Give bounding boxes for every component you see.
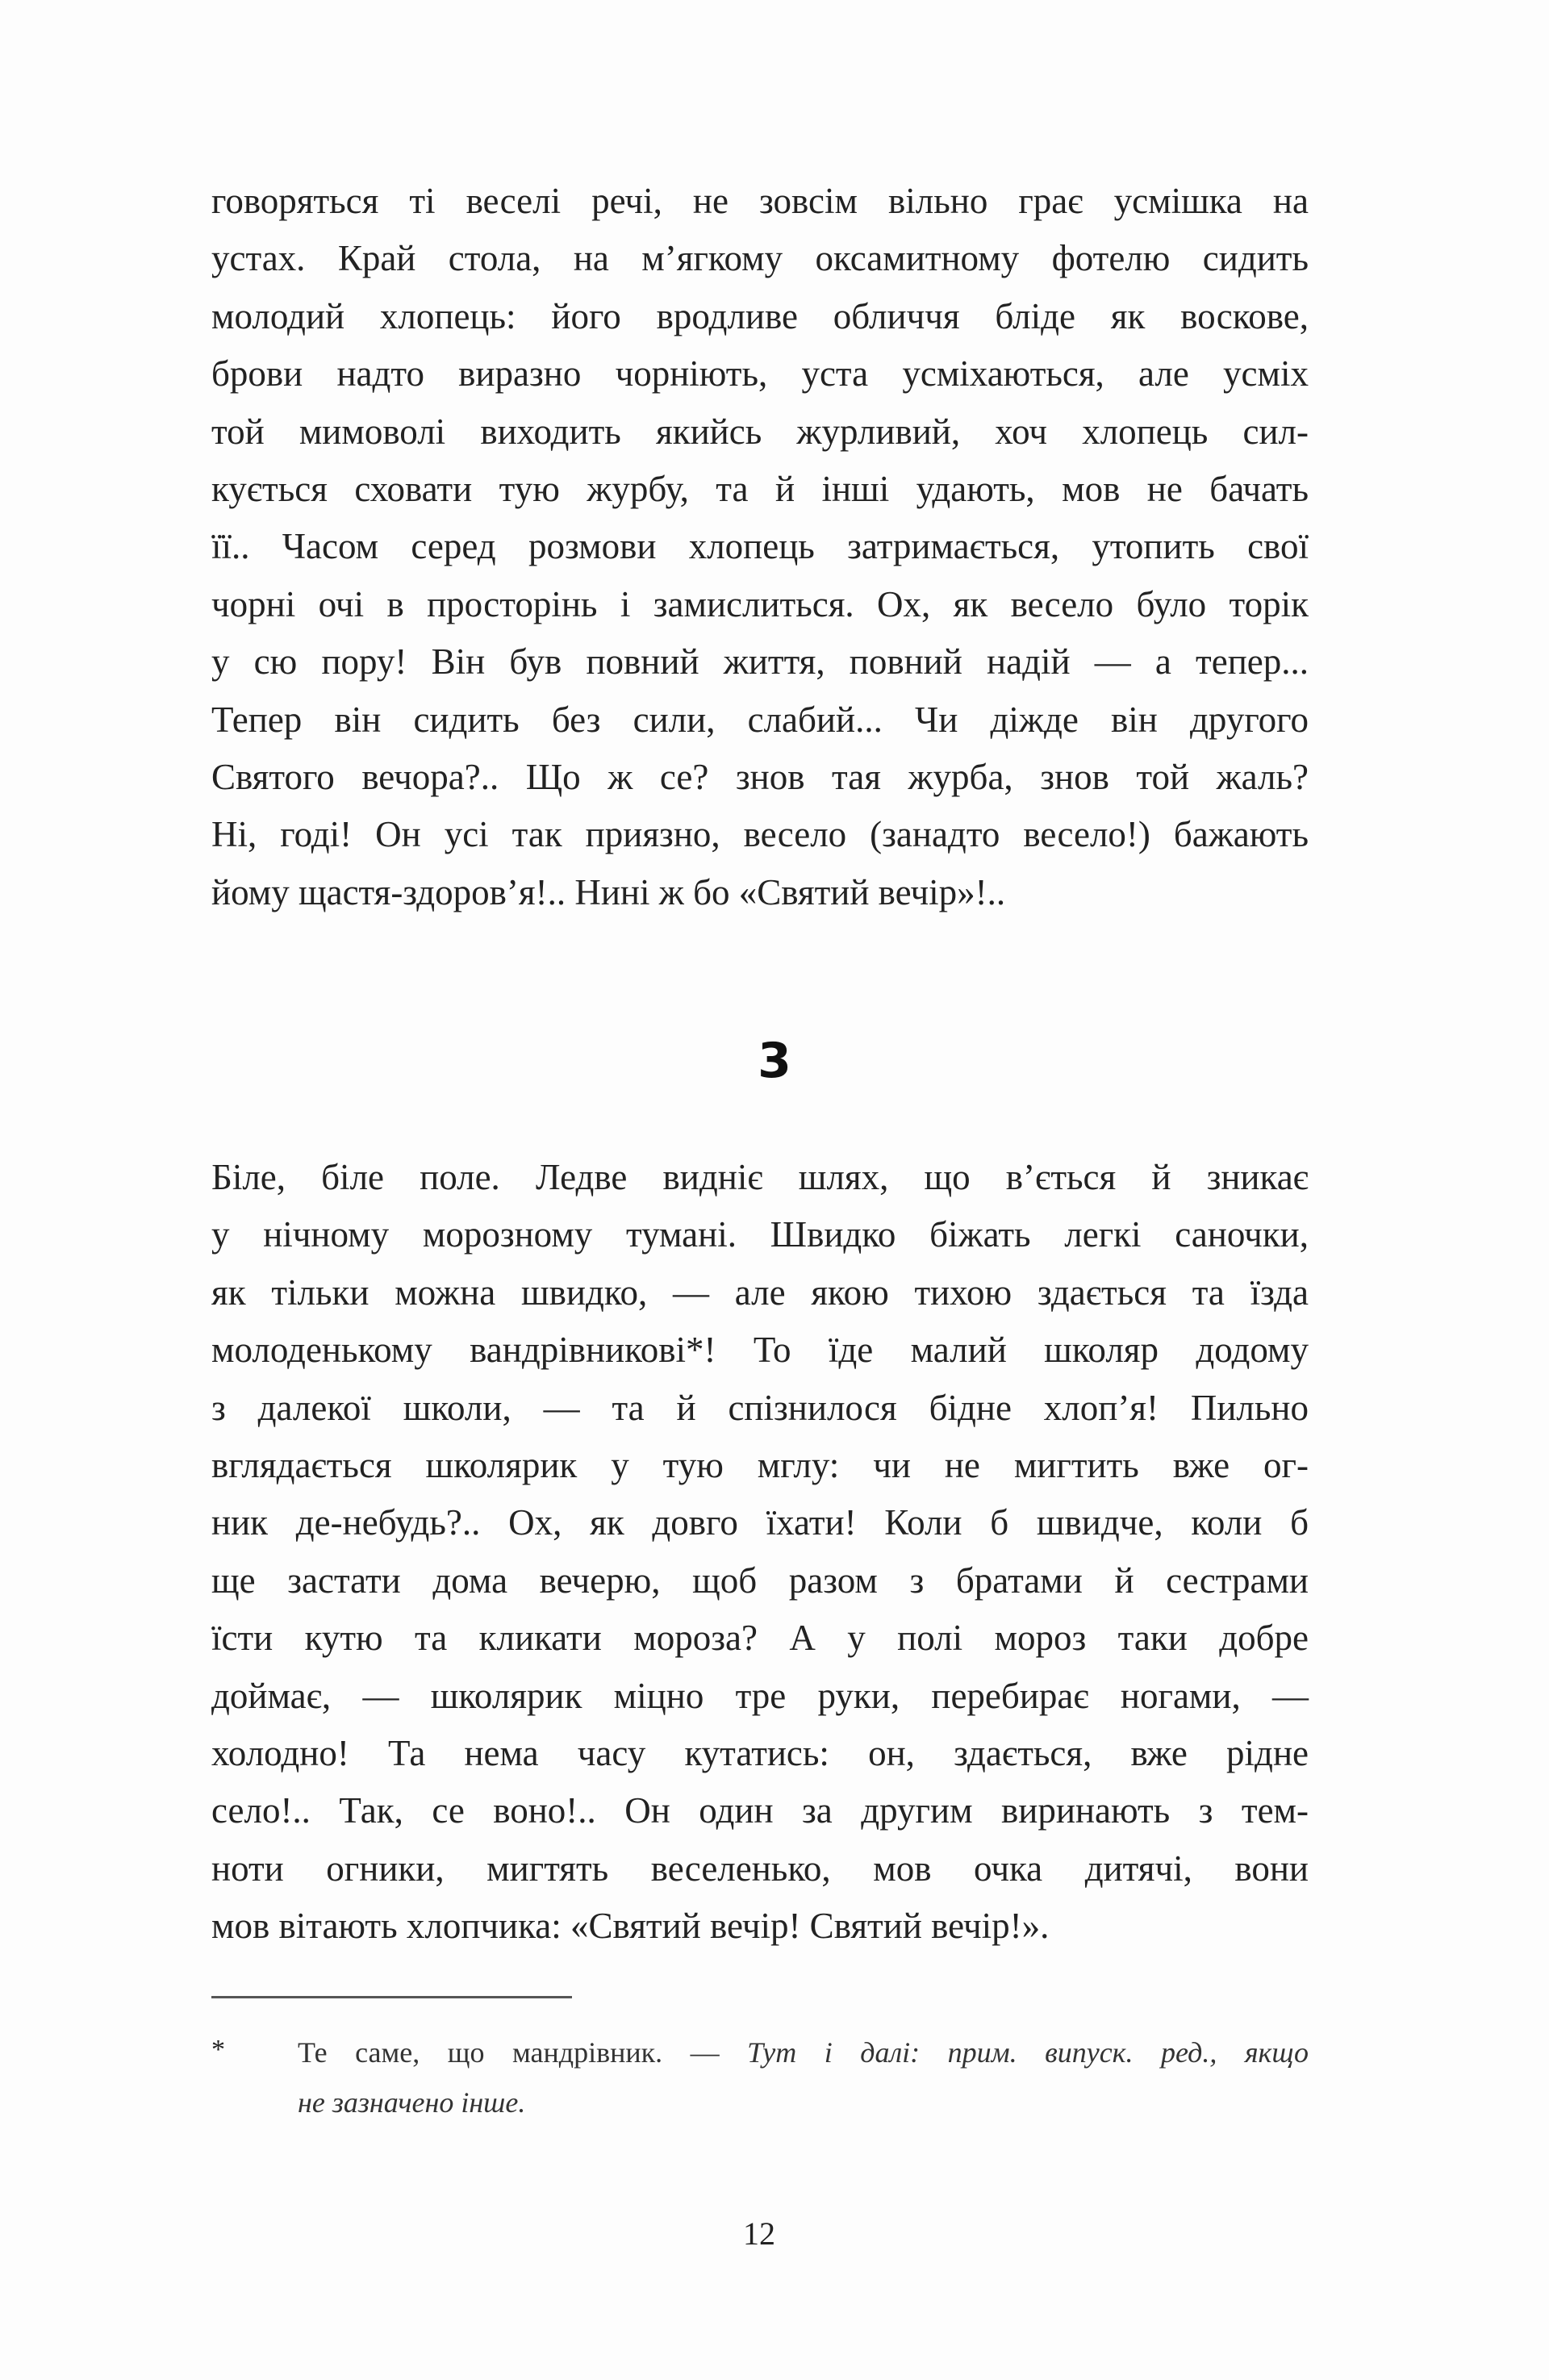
text-line: доймає, — школярик міцно тре руки, перебирає ногами, —: [211, 1675, 1309, 1716]
text-line: Біле, біле поле. Ледве видніє шлях, що в’ється й зникає: [211, 1157, 1309, 1197]
text-line: Тепер він сидить без сили, слабий... Чи діжде він другого: [211, 699, 1309, 740]
text-line: молоденькому вандрівникові*! То їде малий школяр додому: [211, 1330, 1309, 1371]
text-line: говоряться ті веселі речі, не зовсім вільно грає усмішка на: [211, 181, 1309, 221]
text-line: їсти кутю та кликати мороза? А у полі мороз таки добре: [211, 1618, 1309, 1659]
text-line: у сю пору! Він був повний життя, повний надій — а тепер...: [211, 641, 1309, 683]
text-line: з далекої школи, — та й спізнилося бідне хлоп’я! Пильно: [211, 1387, 1309, 1428]
footnote-line-2: [298, 2078, 1309, 2127]
text-line: молодий хлопець: його вродливе обличчя бліде як воскове,: [211, 295, 1309, 336]
chapter-number: 3: [758, 1033, 791, 1089]
text-line: Святого вечора?.. Що ж се? знов тая журба, знов той жаль?: [211, 757, 1309, 797]
text-line: ник де-небудь?.. Ох, як довго їхати! Коли б швидче, коли б: [211, 1502, 1309, 1543]
text-line: Ні, годі! Он усі так приязно, весело (занадто весело!) бажають: [211, 814, 1309, 855]
page-number: 12: [743, 2215, 775, 2252]
text-line: як тільки можна швидко, — але якою тихою здається та їзда: [211, 1271, 1309, 1313]
footnote-divider: [211, 1996, 572, 1998]
text-line: її.. Часом серед розмови хлопець затримається, утопить свої: [211, 526, 1309, 567]
text-line: у нічному морозному тумані. Швидко біжать легкі саночки,: [211, 1214, 1309, 1255]
text-line: йому щастя-здоров’я!.. Нині ж бо «Святий вечір»!..: [211, 871, 1006, 912]
text-line: устах. Край стола, на м’ягкому оксамитному фотелю сидить: [211, 238, 1309, 279]
footnote-italic-text: не зазначено інше.: [298, 2086, 526, 2119]
text-line: ноти огники, мигтять веселенько, мов очка дитячі, вони: [211, 1848, 1309, 1889]
footnote-text: Те саме, що мандрівник. —: [298, 2036, 748, 2069]
footnote-line-1: [298, 2028, 1309, 2077]
text-line: той мимоволі виходить якийсь журливий, хоч хлопець сил-: [211, 411, 1309, 452]
text-line: ще застати дома вечерю, щоб разом з братами й сестрами: [211, 1560, 1309, 1601]
text-line: чорні очі в просторінь і замислиться. Ох, як весело було торік: [211, 583, 1309, 624]
text-line: кується сховати тую журбу, та й інші удають, мов не бачать: [211, 469, 1309, 509]
footnote-italic-text: Тут і далі: прим. випуск. ред., якщо: [747, 2036, 1309, 2069]
text-line: холодно! Та нема часу кутатись: он, здається, вже рідне: [211, 1733, 1309, 1773]
text-line: брови надто виразно чорніють, уста усміхаються, але усміх: [211, 353, 1309, 395]
text-line: мов вітають хлопчика: «Святий вечір! Святий вечір!».: [211, 1906, 1050, 1947]
text-line: село!.. Так, се воно!.. Он один за другим виринають з тем-: [211, 1790, 1309, 1831]
text-line: вглядається школярик у тую мглу: чи не мигтить вже ог-: [211, 1445, 1309, 1485]
footnote-marker: *: [211, 2035, 225, 2065]
